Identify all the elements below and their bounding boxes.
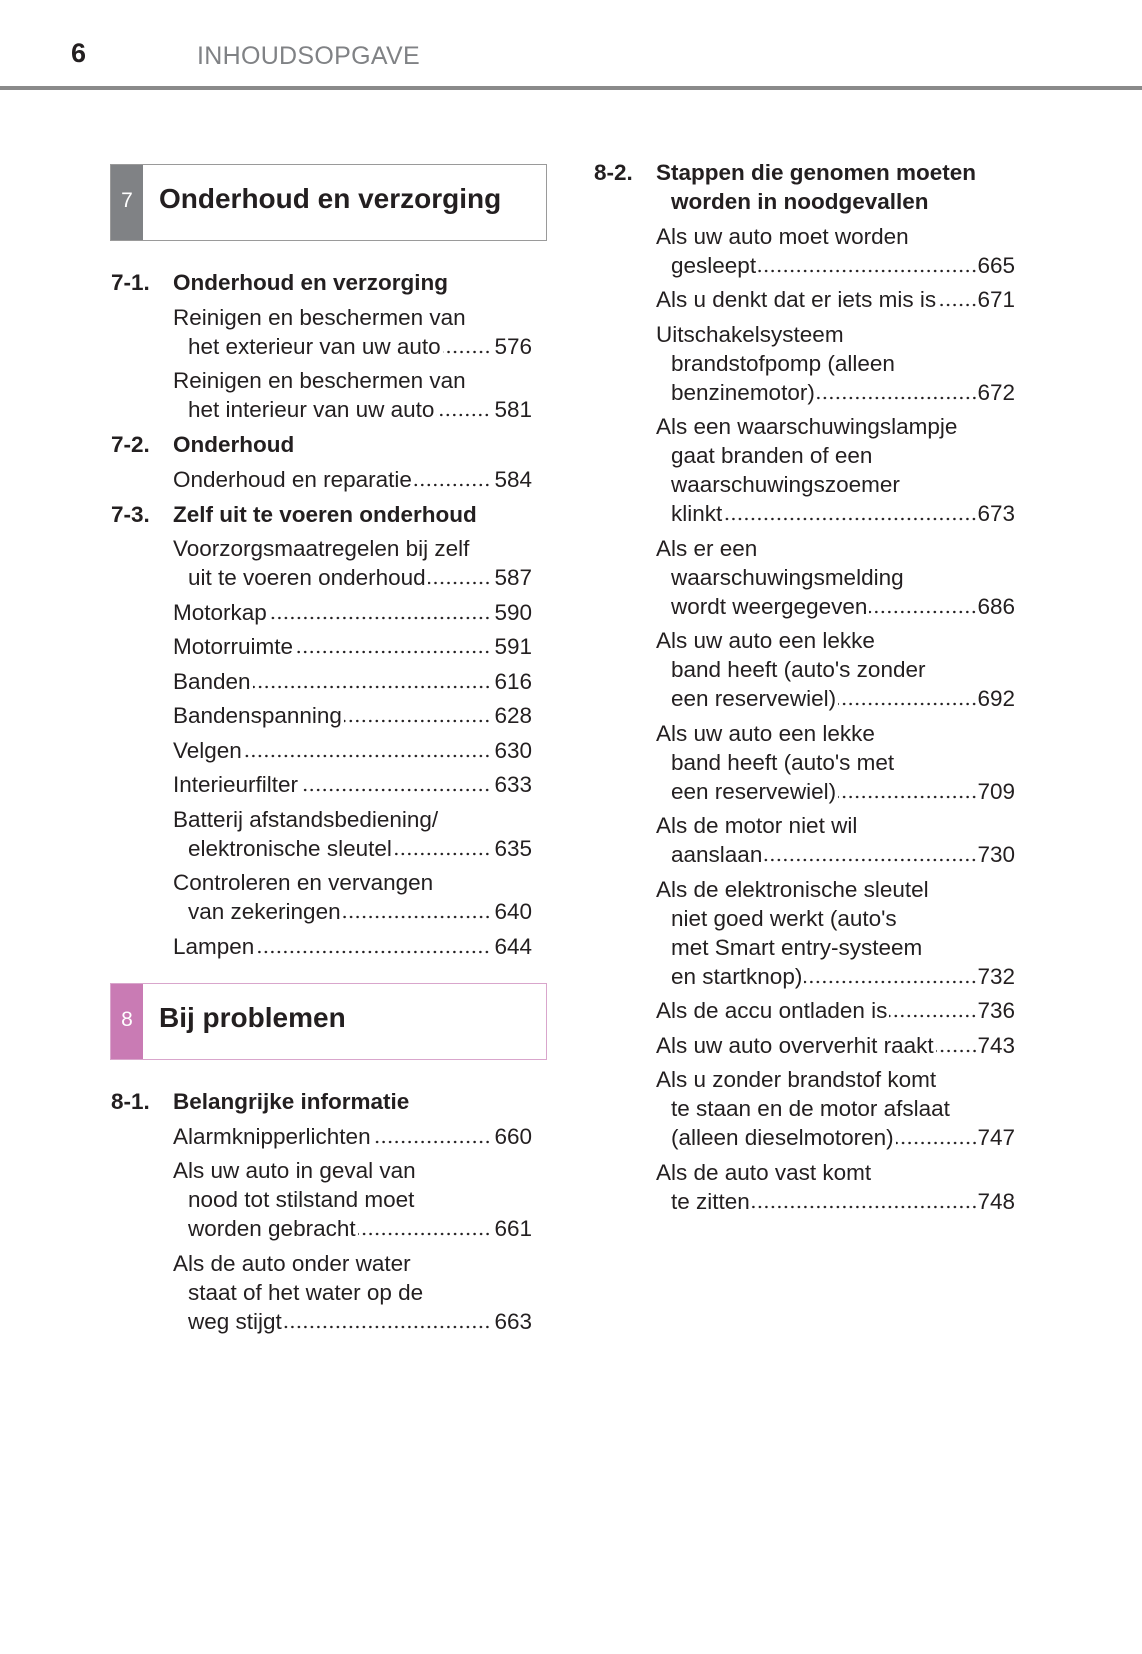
page-reference[interactable]: 581 [494, 397, 532, 422]
section-heading[interactable] [111, 268, 532, 297]
toc-entry[interactable] [594, 534, 1015, 621]
entry-text: staat of het water op de [188, 1279, 424, 1305]
entry-line [173, 868, 532, 897]
dot-leader [724, 517, 977, 521]
entry-line [173, 770, 532, 799]
entry-text: Uitschakelsysteem [656, 321, 844, 347]
chapter-number-tab: 8 [111, 984, 143, 1059]
page-title: INHOUDSOPGAVE [197, 42, 420, 70]
entry-line [173, 805, 532, 834]
entry-text: Als uw auto in geval van [173, 1158, 416, 1183]
page-reference[interactable]: 640 [494, 899, 532, 924]
entry-line [173, 465, 532, 494]
section-heading[interactable] [594, 158, 1015, 216]
entry-text: het interieur van uw auto [188, 397, 435, 422]
entry-line [656, 904, 1015, 933]
page-reference[interactable]: 747 [977, 1125, 1015, 1150]
entry-text: en startknop) [671, 963, 803, 989]
entry-text: nood tot stilstand moet [188, 1187, 415, 1212]
dot-leader [896, 1141, 978, 1145]
entry-text: waarschuwingszoemer [671, 472, 900, 497]
dot-leader [256, 950, 490, 954]
toc-entry[interactable] [111, 366, 532, 424]
entry-line [656, 412, 1015, 441]
toc-entry[interactable] [594, 1065, 1015, 1152]
entry-line [656, 251, 1015, 280]
page-reference[interactable]: 661 [494, 1216, 532, 1241]
toc-entry[interactable] [594, 1031, 1015, 1060]
entry-text: van zekeringen [188, 899, 341, 924]
toc-entry[interactable] [111, 598, 532, 627]
toc-entry[interactable] [111, 805, 532, 863]
entry-line [656, 840, 1015, 869]
toc-entry[interactable] [594, 222, 1015, 280]
entry-text: waarschuwingsmelding [671, 564, 904, 590]
entry-line [173, 1278, 532, 1307]
entry-text: gaat branden of een [671, 443, 873, 468]
entry-text: Reinigen en beschermen van [173, 304, 466, 330]
dot-leader [838, 702, 977, 706]
entry-text: niet goed werkt (auto's [671, 905, 897, 931]
page-reference[interactable]: 616 [494, 668, 532, 694]
section-title [173, 268, 448, 297]
entry-text: Als de elektronische sleutel [656, 876, 929, 902]
section-heading[interactable] [111, 500, 532, 529]
dot-leader [764, 858, 977, 862]
entry-line [173, 395, 532, 424]
entry-text: Voorzorgsmaatregelen bij zelf [173, 536, 470, 561]
entry-text: Reinigen en beschermen van [173, 368, 466, 393]
entry-text: (alleen dieselmotoren) [671, 1125, 894, 1150]
entry-line [173, 834, 532, 863]
entry-text: een reservewiel) [671, 686, 837, 711]
dot-leader [344, 719, 491, 723]
entry-text: wordt weergegeven [671, 593, 868, 619]
page-reference[interactable]: 673 [977, 501, 1015, 526]
dot-leader [358, 1232, 491, 1236]
entry-line [173, 366, 532, 395]
toc-entry[interactable] [111, 736, 532, 765]
dot-leader [343, 915, 491, 919]
entry-text: te zitten [671, 1188, 750, 1214]
entry-text: Als de auto onder water [173, 1250, 411, 1276]
page-number: 6 [71, 38, 87, 68]
dot-leader [936, 1049, 978, 1053]
page-reference[interactable]: 686 [977, 593, 1015, 619]
entry-line [656, 222, 1015, 251]
page-reference[interactable]: 576 [494, 333, 532, 359]
entry-line [173, 1214, 532, 1243]
entry-line [173, 563, 532, 592]
entry-text: Als uw auto moet worden [656, 223, 909, 249]
entry-line [656, 1123, 1015, 1152]
entry-line [656, 378, 1015, 407]
entry-text: Bandenspanning [173, 703, 342, 728]
entry-line [656, 1187, 1015, 1216]
entry-line [173, 303, 532, 332]
entry-line [173, 701, 532, 730]
page-reference[interactable]: 671 [977, 287, 1015, 312]
dot-leader [436, 413, 490, 417]
entry-text: Motorruimte [173, 634, 294, 659]
section-heading[interactable] [111, 430, 532, 459]
entry-line [656, 499, 1015, 528]
page-reference[interactable]: 587 [494, 565, 532, 590]
page-reference[interactable]: 633 [494, 772, 532, 797]
dot-leader [817, 396, 978, 400]
entry-line [656, 684, 1015, 713]
entry-line [656, 962, 1015, 991]
section-title-line: Zelf uit te voeren onderhoud [173, 501, 477, 527]
entry-text: Als er een [656, 535, 758, 561]
dot-leader [244, 754, 491, 758]
page-reference[interactable]: 628 [494, 703, 532, 728]
chapter-8-header[interactable] [110, 983, 547, 1060]
entry-text: band heeft (auto's zonder [671, 657, 926, 682]
dot-leader [752, 1205, 978, 1209]
dot-leader [428, 581, 491, 585]
entry-text: aanslaan [671, 842, 763, 867]
page-reference[interactable]: 635 [494, 835, 532, 861]
dot-leader [443, 350, 491, 354]
entry-line [656, 349, 1015, 378]
toc-entry[interactable] [111, 632, 532, 661]
entry-text: elektronische sleutel [188, 835, 392, 861]
entry-text: Banden [173, 668, 251, 694]
entry-line [656, 875, 1015, 904]
entry-text: klinkt [671, 501, 723, 526]
entry-line [173, 1122, 532, 1151]
toc-entry[interactable] [594, 285, 1015, 314]
entry-text: Alarmknipperlichten [173, 1123, 371, 1149]
dot-leader [300, 788, 490, 792]
section-title [173, 430, 294, 459]
dot-leader [284, 1325, 491, 1329]
section-title-line: Stappen die genomen moeten [656, 160, 977, 185]
entry-text: Interieurfilter [173, 772, 299, 797]
entry-text: band heeft (auto's met [671, 749, 895, 775]
entry-line [656, 933, 1015, 962]
page-reference[interactable]: 736 [977, 998, 1015, 1023]
toc-entry[interactable] [111, 534, 532, 592]
entry-line [656, 996, 1015, 1025]
entry-text: Velgen [173, 737, 242, 763]
section-number: 7-3. [111, 501, 150, 527]
section-title [173, 500, 477, 529]
entry-text: Onderhoud en reparatie [173, 466, 412, 492]
dot-leader [804, 980, 977, 984]
entry-text: Als uw auto oververhit raakt [656, 1032, 934, 1058]
section-heading[interactable] [111, 1087, 532, 1116]
dot-leader [414, 483, 491, 487]
entry-text: het exterieur van uw auto [188, 333, 441, 359]
entry-text: Lampen [173, 933, 255, 959]
entry-line [656, 592, 1015, 621]
entry-line [656, 563, 1015, 592]
entry-text: Als de motor niet wil [656, 813, 858, 838]
entry-text: Als uw auto een lekke [656, 628, 875, 653]
entry-text: Als uw auto een lekke [656, 720, 875, 746]
page-reference[interactable]: 709 [977, 778, 1015, 804]
entry-line [173, 1185, 532, 1214]
dot-leader [394, 852, 491, 856]
entry-line [173, 897, 532, 926]
dot-leader [295, 650, 490, 654]
page-reference[interactable]: 660 [494, 1123, 532, 1149]
entry-line [656, 719, 1015, 748]
toc-entry[interactable] [594, 811, 1015, 869]
section-number: 7-1. [111, 270, 150, 295]
entry-text: Motorkap [173, 599, 267, 625]
page-reference[interactable]: 630 [494, 737, 532, 763]
section-title-line: Onderhoud en verzorging [173, 270, 449, 295]
dot-leader [869, 610, 977, 614]
toc-entry[interactable] [594, 719, 1015, 806]
toc-entry[interactable] [594, 412, 1015, 528]
dot-leader [253, 685, 491, 689]
chapter-number-tab: 7 [111, 165, 143, 240]
page-reference[interactable]: 692 [977, 686, 1015, 711]
entry-text: Als u denkt dat er iets mis is [656, 287, 937, 312]
entry-line [656, 655, 1015, 684]
toc-chapter-8-continued [594, 152, 1015, 1216]
page-reference[interactable]: 644 [494, 933, 532, 959]
section-number: 7-2. [111, 432, 150, 457]
page-reference[interactable]: 591 [494, 634, 532, 659]
toc-entry[interactable] [111, 667, 532, 696]
entry-line [173, 667, 532, 696]
entry-line [173, 632, 532, 661]
entry-text: worden gebracht [188, 1216, 356, 1241]
entry-text: Als de accu ontladen is [656, 998, 888, 1023]
chapter-title: Onderhoud en verzorging [159, 183, 502, 214]
page-reference[interactable]: 590 [494, 599, 532, 625]
entry-line [173, 736, 532, 765]
entry-line [173, 534, 532, 563]
dot-leader [269, 616, 491, 620]
page-reference[interactable]: 665 [977, 252, 1015, 278]
entry-text: Batterij afstandsbediening/ [173, 806, 439, 832]
toc-entry[interactable] [594, 875, 1015, 991]
entry-line [656, 1158, 1015, 1187]
section-title [173, 1087, 409, 1116]
toc-chapter-7 [111, 262, 532, 961]
page-reference[interactable]: 743 [977, 1032, 1015, 1058]
page-reference[interactable]: 748 [977, 1188, 1015, 1214]
entry-text: Controleren en vervangen [173, 870, 434, 895]
entry-text: Als u zonder brandstof komt [656, 1067, 937, 1092]
entry-line [656, 1065, 1015, 1094]
toc-entry[interactable] [111, 701, 532, 730]
entry-text: uit te voeren onderhoud [188, 565, 426, 590]
entry-line [656, 777, 1015, 806]
entry-text: te staan en de motor afslaat [671, 1096, 950, 1121]
entry-line [656, 320, 1015, 349]
section-title [656, 158, 976, 216]
toc-entry[interactable] [594, 1158, 1015, 1216]
page-reference[interactable]: 732 [977, 963, 1015, 989]
toc-entry[interactable] [111, 770, 532, 799]
entry-line [656, 748, 1015, 777]
entry-text: Als een waarschuwingslampje [656, 414, 958, 439]
entry-text: gesleept [671, 252, 757, 278]
page-reference[interactable]: 663 [494, 1308, 532, 1334]
toc-entry[interactable] [594, 626, 1015, 713]
dot-leader [889, 1014, 977, 1018]
toc-chapter-8 [111, 1081, 532, 1336]
toc-entry[interactable] [111, 868, 532, 926]
entry-line [173, 1249, 532, 1278]
section-number: 8-1. [111, 1089, 150, 1114]
dot-leader [758, 269, 977, 273]
chapter-7-header[interactable] [110, 164, 547, 241]
entry-line [173, 598, 532, 627]
entry-text: weg stijgt [188, 1308, 282, 1334]
entry-line [656, 470, 1015, 499]
entry-line [656, 285, 1015, 314]
toc-entry[interactable] [111, 303, 532, 361]
entry-line [173, 932, 532, 961]
toc-entry[interactable] [111, 1156, 532, 1243]
toc-entry[interactable] [111, 932, 532, 961]
page-reference[interactable]: 672 [977, 379, 1015, 405]
section-title-line: Onderhoud [173, 432, 295, 457]
entry-line [656, 811, 1015, 840]
section-title-line: worden in noodgevallen [671, 189, 929, 214]
entry-line [656, 534, 1015, 563]
dot-leader [938, 303, 977, 307]
dot-leader [373, 1140, 491, 1144]
section-title-line: Belangrijke informatie [173, 1089, 410, 1114]
entry-line [173, 332, 532, 361]
header-divider [0, 86, 1142, 90]
dot-leader [838, 795, 977, 799]
toc-entry[interactable] [111, 1122, 532, 1151]
entry-line [173, 1156, 532, 1185]
entry-text: een reservewiel) [671, 778, 837, 804]
page-reference[interactable]: 730 [977, 842, 1015, 867]
entry-line [656, 1031, 1015, 1060]
entry-text: met Smart entry-systeem [671, 934, 923, 960]
toc-entry[interactable] [594, 996, 1015, 1025]
entry-text: benzinemotor) [671, 379, 815, 405]
entry-text: brandstofpomp (alleen [671, 350, 895, 376]
entry-line [656, 626, 1015, 655]
toc-entry[interactable] [111, 465, 532, 494]
chapter-title: Bij problemen [159, 1002, 346, 1033]
entry-line [656, 441, 1015, 470]
toc-entry[interactable] [111, 1249, 532, 1336]
entry-text: Als de auto vast komt [656, 1159, 872, 1185]
entry-line [656, 1094, 1015, 1123]
toc-entry[interactable] [594, 320, 1015, 407]
section-number: 8-2. [594, 160, 633, 185]
page-reference[interactable]: 584 [494, 466, 532, 492]
entry-line [173, 1307, 532, 1336]
